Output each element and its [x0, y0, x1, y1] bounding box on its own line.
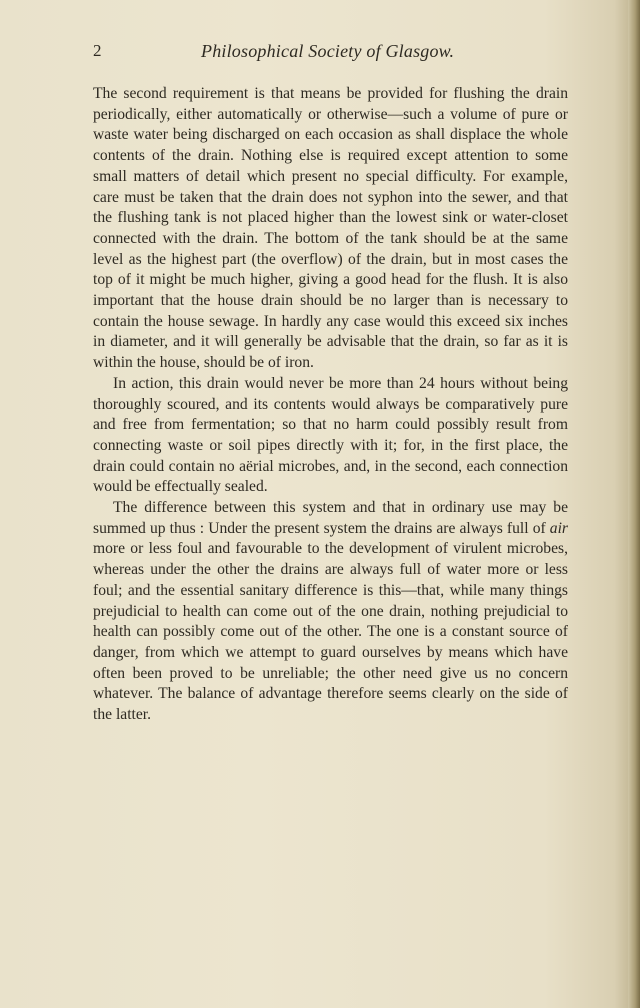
page-number: 2	[93, 41, 102, 60]
page-header	[93, 41, 568, 67]
air-emphasis: air	[549, 519, 568, 537]
paragraph-text-before-air: The difference between this system and that in ordinary use may be summed up thus : Under the present system the drains are always full of	[93, 499, 568, 537]
paragraph-text-after-air: more or less foul and favourable to the development of virulent microbes, whereas under the other the drains are always full of water more or less foul; and the essential sanitary difference is this—that, while many things prejudicial to health can come out of the one drain, nothing prejudicial to health can possibly come out of the other. The one is a constant source of danger, from which we attempt to guard ourselves by means which have often been proved to be unreliable; the other need give us no concern whatever. The balance of advantage therefore seems clearly on the side of the latter.	[93, 540, 568, 724]
running-title: Philosophical Society of Glasgow.	[201, 41, 455, 61]
page-binding-edge	[628, 0, 640, 1008]
paragraph-system-difference	[93, 498, 568, 726]
body-text	[93, 84, 568, 726]
paragraph-drain-action: In action, this drain would never be more than 24 hours without being thoroughly scoured, and its contents would always be comparatively pure and free from fermentation; so that no harm could possibly result from connecting waste or soil pipes directly with it; for, in the first place, the drain could contain no aërial microbes, and, in the second, each connection would be effectually sealed.	[93, 374, 568, 496]
paragraph-flushing-requirement: The second requirement is that means be provided for flushing the drain periodically, either automatically or otherwise—such a volume of pure or waste water being discharged on each occasion as shall displace the whole contents of the drain. Nothing else is required except attention to some small matters of detail which present no special difficulty. For example, care must be taken that the drain does not syphon into the sewer, and that the flushing tank is not placed higher than the lowest sink or water-closet connected with the drain. The bottom of the tank should be at the same level as the highest part (the overflow) of the drain, but in most cases the top of it might be much higher, giving a good head for the flush. It is also important that the house drain should be no larger than is necessary to contain the house sewage. In hardly any case would this exceed six inches in diameter, and it will generally be advisable that the drain, so far as it is within the house, should be of iron.	[93, 85, 568, 372]
